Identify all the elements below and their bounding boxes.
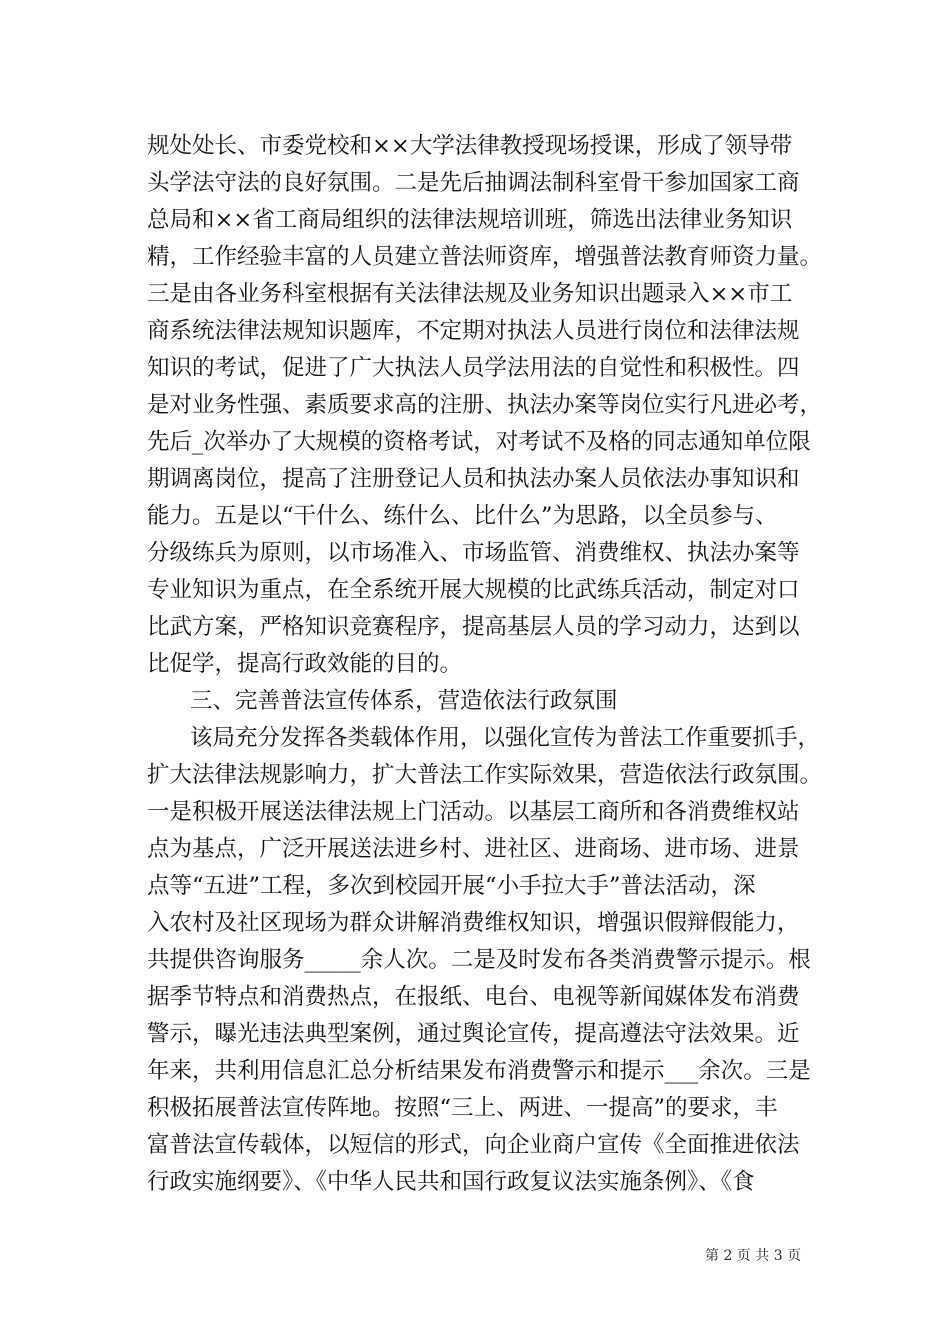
body-line: 商系统法律法规知识题库，不定期对执法人员进行岗位和法律法规 [147, 318, 800, 344]
body-line: 入农村及社区现场为群众讲解消费维权知识，增强识假辩假能力， [147, 910, 800, 936]
body-line: 行政实施纲要》、《中华人民共和国行政复议法实施条例》、《食 [147, 1169, 755, 1195]
body-line: 精，工作经验丰富的人员建立普法师资库，增强普法教育师资力量。 [147, 244, 823, 270]
body-line: 点为基点，广泛开展送法进乡村、进社区、进商场、进市场、进景 [147, 836, 800, 862]
body-line: 先后_次举办了大规模的资格考试，对考试不及格的同志通知单位限 [147, 429, 811, 455]
body-line: 富普法宣传载体，以短信的形式，向企业商户宣传《全面推进依法 [147, 1132, 800, 1158]
body-line: 能力。五是以“干什么、练什么、比什么”为思路，以全员参与、 [147, 503, 778, 529]
section-heading: 三、完善普法宣传体系，营造依法行政氛围 [190, 688, 618, 714]
body-line: 警示，曝光违法典型案例，通过舆论宣传，提高遵法守法效果。近 [147, 1021, 800, 1047]
body-line: 期调离岗位，提高了注册登记人员和执法办案人员依法办事知识和 [147, 466, 800, 492]
body-line: 积极拓展普法宣传阵地。按照“三上、两进、一提高”的要求，丰 [147, 1095, 778, 1121]
body-line: 扩大法律法规影响力，扩大普法工作实际效果，营造依法行政氛围。 [147, 762, 823, 788]
body-line: 一是积极开展送法律法规上门活动。以基层工商所和各消费维权站 [147, 799, 800, 825]
body-line: 总局和××省工商局组织的法律法规培训班，筛选出法律业务知识 [147, 207, 793, 233]
body-line: 比促学，提高行政效能的目的。 [147, 651, 463, 677]
body-line: 知识的考试，促进了广大执法人员学法用法的自觉性和积极性。四 [147, 355, 800, 381]
body-line: 共提供咨询服务_____余人次。二是及时发布各类消费警示提示。根 [147, 947, 811, 973]
body-line: 是对业务性强、素质要求高的注册、执法办案等岗位实行凡进必考， [147, 392, 823, 418]
body-line: 三是由各业务科室根据有关法律法规及业务知识出题录入××市工 [147, 281, 793, 307]
page-number: 第 2 页 共 3 页 [705, 1248, 802, 1264]
body-line: 专业知识为重点，在全系统开展大规模的比武练兵活动，制定对口 [147, 577, 800, 603]
body-line: 分级练兵为原则，以市场准入、市场监管、消费维权、执法办案等 [147, 540, 800, 566]
body-line: 比武方案，严格知识竞赛程序，提高基层人员的学习动力，达到以 [147, 614, 800, 640]
body-line: 点等“五进”工程，多次到校园开展“小手拉大手”普法活动，深 [147, 873, 756, 899]
body-line: 头学法守法的良好氛围。二是先后抽调法制科室骨干参加国家工商 [147, 170, 800, 196]
body-line: 年来，共利用信息汇总分析结果发布消费警示和提示___余次。三是 [147, 1058, 811, 1084]
body-line: 据季节特点和消费热点，在报纸、电台、电视等新闻媒体发布消费 [147, 984, 800, 1010]
body-line: 规处处长、市委党校和××大学法律教授现场授课，形成了领导带 [147, 133, 793, 159]
body-line: 该局充分发挥各类载体作用，以强化宣传为普法工作重要抓手， [190, 725, 821, 751]
